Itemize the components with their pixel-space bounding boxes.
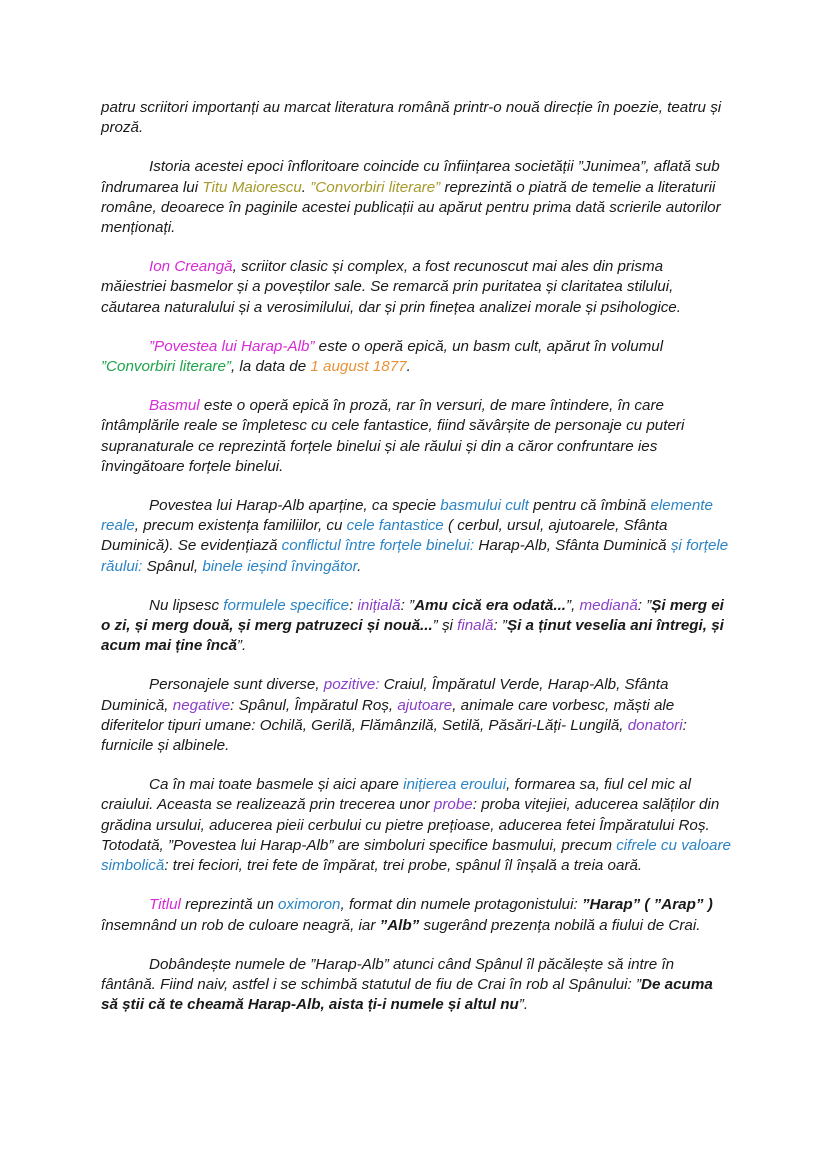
paragraph-personaje	[101, 675, 732, 756]
text: .	[406, 358, 411, 376]
text: pentru că îmbină	[528, 497, 651, 515]
text: .	[357, 557, 362, 575]
text: ” și	[432, 617, 458, 635]
paragraph-povestea	[101, 337, 732, 377]
text: însemnând un rob de culoare neagră, iar	[101, 916, 380, 934]
quote-finala: Și a ținut veselia ani întregi, și acum mai ține încă	[101, 617, 724, 655]
text: : Spânul, Împăratul Roș,	[230, 696, 398, 714]
text: : ”	[493, 617, 507, 635]
highlight-titlul: Titlul	[149, 896, 181, 914]
text: : proba vitejiei, aducerea salăților din grădina ursului, aducerea pieii cerbului cu pietre prețioase, aducerea fetei Împăratului Roș. Totodată, ”Povestea lui Harap-Alb” are simboluri specifice basmului, precum	[101, 796, 720, 854]
paragraph-numele	[101, 955, 732, 1016]
highlight-conflictul: conflictul între forțele binelui:	[281, 537, 475, 555]
paragraph-ion-creanga	[101, 257, 732, 318]
text: Harap-Alb, Sfânta Duminică	[474, 537, 671, 555]
highlight-titu-maiorescu: Titu Maiorescu	[202, 178, 302, 196]
text: Povestea lui Harap-Alb aparține, ca specie	[149, 497, 441, 515]
text: , animale care vorbesc, măști ale diferitelor tipuri umane: Ochilă, Gerilă, Flămânzilă, Setilă, Păsări-Lăți- Lungilă,	[101, 696, 675, 734]
paragraph-intro	[101, 98, 732, 138]
text: ”,	[566, 596, 580, 614]
highlight-cifrele-simbolice: cifrele cu valoare simbolică	[101, 836, 732, 875]
text: , la data de	[230, 358, 311, 376]
paragraph-titlul	[101, 895, 732, 935]
text: ”.	[518, 996, 529, 1014]
highlight-elemente-reale: elemente reale	[101, 497, 713, 535]
highlight-date: 1 august 1877	[310, 358, 407, 376]
quote-numele: De acuma să știi că te cheamă Harap-Alb, aista ți-i numele și altul nu	[101, 975, 713, 1014]
text: .	[301, 178, 311, 196]
text: Craiul, Împăratul Verde, Harap-Alb, Sfânta Duminică,	[101, 676, 669, 714]
text: sugerând prezența nobilă a fiului de Crai.	[419, 916, 701, 934]
text: :	[349, 596, 358, 614]
highlight-basmul: Basmul	[149, 397, 200, 415]
text: Spânul,	[142, 557, 203, 575]
text: patru scriitori importanți au marcat literatura română printr-o nouă direcție în poezie, teatru și proză.	[101, 99, 722, 137]
highlight-probe: probe	[433, 796, 473, 814]
paragraph-basmul	[101, 396, 732, 477]
highlight-ajutoare: ajutoare	[397, 696, 453, 714]
highlight-negative: negative	[172, 696, 231, 714]
highlight-initierea-eroului: inițierea eroului	[403, 776, 507, 794]
text: : ”	[400, 596, 415, 614]
highlight-oximoron: oximoron	[278, 896, 341, 914]
highlight-povestea-title: ”Povestea lui Harap-Alb”	[149, 337, 315, 355]
highlight-pozitive: pozitive:	[323, 676, 380, 694]
text: Dobândește numele de ”Harap-Alb” atunci când Spânul îl păcălește să intre în fântână. Fiind naiv, astfel i se schimbă statutul de fiu de Crai în rob al Spânului: ”	[101, 955, 675, 993]
quote-harap: ”Harap” ( ”Arap” )	[581, 896, 713, 914]
highlight-convorbiri-literare: ”Convorbiri literare”	[310, 178, 441, 196]
quote-initiala: Amu cică era odată...	[414, 596, 567, 614]
text: este o operă epică, un basm cult, apărut în volumul	[314, 337, 664, 355]
highlight-cele-fantastice: cele fantastice	[346, 517, 444, 535]
paragraph-specie	[101, 496, 732, 577]
text: : furnicile și albinele.	[101, 716, 687, 755]
text: : trei feciori, trei fete de împărat, trei probe, spânul îl înșală a treia oară.	[164, 857, 643, 875]
quote-mediana: Și merg ei o zi, și merg două, și merg patruzeci și nouă...	[101, 596, 724, 635]
highlight-convorbiri-literare: ”Convorbiri literare”	[101, 358, 231, 376]
text: , scriitor clasic și complex, a fost recunoscut mai ales din prisma măiestriei basmelor și a poveștilor sale. Se remarcă prin puritatea și claritatea stilului, căutarea naturalului și a verosimilului, dar și prin finețea analizei morale și psihologice.	[101, 258, 681, 316]
paragraph-initiere	[101, 775, 732, 876]
text: este o operă epică în proză, rar în versuri, de mare întindere, în care întâmplările reale se împletesc cu cele fantastice, fiind săvârșite de personaje cu puteri supranaturale ce reprezintă forțele binelui și ale răului și din a căror confruntare ies învingătoare forțele binelui.	[101, 397, 685, 475]
text: reprezintă un	[180, 896, 279, 914]
text: , precum existența familiilor, cu	[134, 517, 347, 535]
highlight-finala: finală	[457, 617, 494, 635]
text: Istoria acestei epoci înfloritoare coincide cu înființarea societății ”Junimea”, aflată sub îndrumarea lui	[101, 158, 720, 196]
highlight-fortele-raului: și forțele răului:	[101, 537, 729, 575]
text: , formarea sa, fiul cel mic al craiului. Aceasta se realizează prin trecerea unor	[101, 776, 691, 814]
highlight-initiala: inițială	[357, 596, 401, 614]
text: reprezintă o piatră de temelie a literaturii române, deoarece în paginile acestei publicații au apărut pentru prima dată scrierile autorilor menționați.	[101, 178, 721, 237]
highlight-basmului-cult: basmului cult	[440, 497, 529, 515]
paragraph-junimea	[101, 157, 732, 238]
highlight-donatori: donatori	[627, 716, 683, 734]
highlight-binele-invingator: binele ieșind învingător	[202, 557, 358, 575]
text: Nu lipsesc	[149, 596, 224, 614]
quote-alb: ”Alb”	[379, 916, 420, 934]
text: , format din numele protagonistului:	[340, 896, 582, 914]
highlight-ion-creanga: Ion Creangă	[149, 258, 233, 276]
text: ”.	[236, 637, 247, 655]
highlight-formulele-specifice: formulele specifice	[223, 596, 350, 614]
highlight-mediana: mediană	[579, 596, 638, 614]
text: ( cerbul, ursul, ajutoarele, Sfânta Duminică). Se evidențiază	[101, 517, 668, 555]
paragraph-formule	[101, 596, 732, 657]
text: Personajele sunt diverse,	[149, 676, 324, 694]
text: : ”	[637, 596, 652, 614]
text: Ca în mai toate basmele și aici apare	[149, 776, 404, 794]
